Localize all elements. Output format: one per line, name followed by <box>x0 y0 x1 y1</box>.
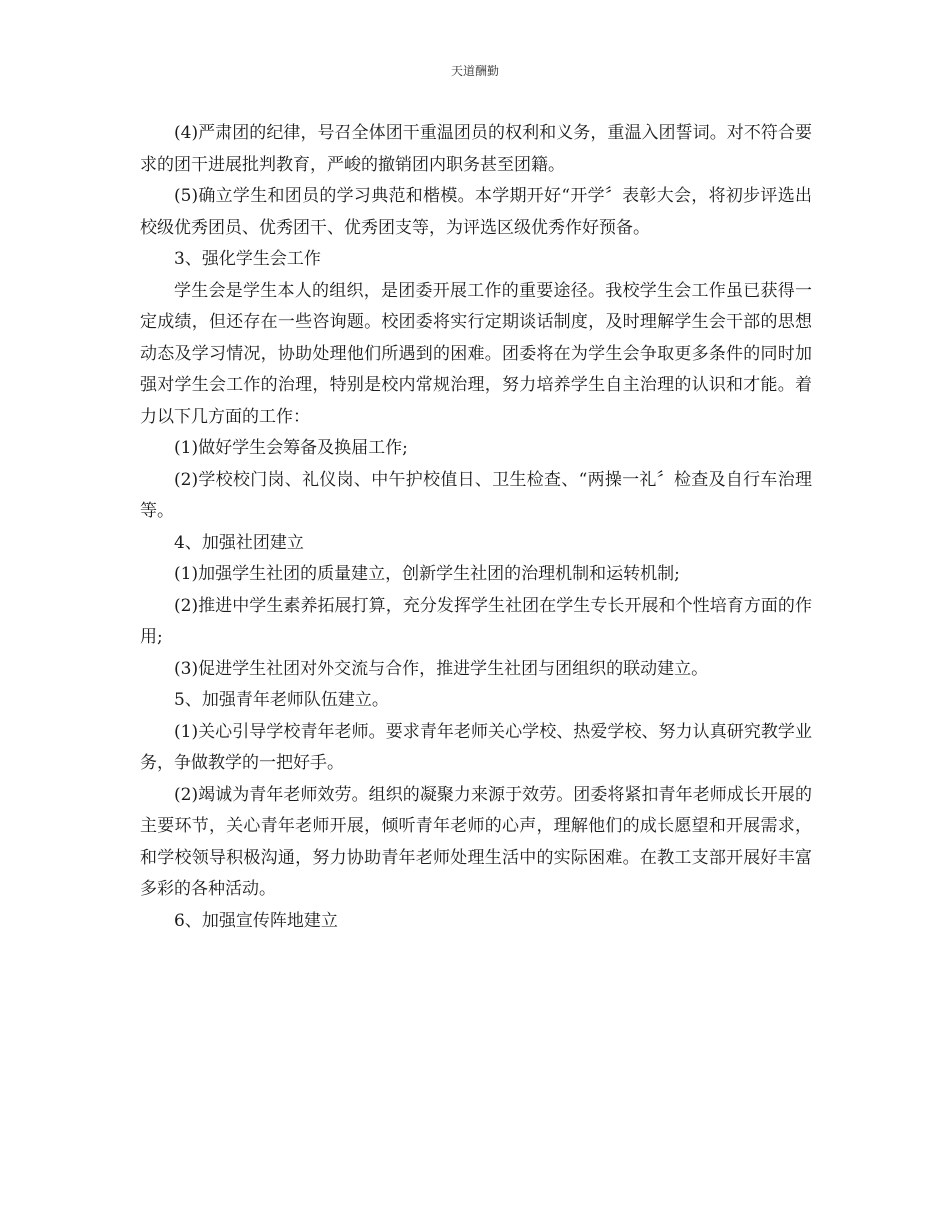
list-item: (3)促进学生社团对外交流与合作，推进学生社团与团组织的联动建立。 <box>174 658 709 679</box>
paragraph: (5)确立学生和团员的学习典范和楷模。本学期开好“开学〞表彰大会，将初步评选出校级优秀团员、优秀团干、优秀团支等，为评选区级优秀作好预备。 <box>140 186 812 238</box>
list-item: (2)学校校门岗、礼仪岗、中午护校值日、卫生检查、“两操一礼〞检查及自行车治理等。 <box>140 469 812 521</box>
section-heading: 4、加强社团建立 <box>174 532 304 553</box>
list-item: (1)做好学生会筹备及换届工作; <box>174 438 408 458</box>
document-body <box>140 118 812 937</box>
section-heading: 6、加强宣传阵地建立 <box>174 910 338 931</box>
paragraph: (4)严肃团的纪律，号召全体团干重温团员的权利和义务，重温入团誓词。对不符合要求的团干进展批判教育，严峻的撤销团内职务甚至团籍。 <box>140 123 812 175</box>
list-item: (2)推进中学生素养拓展打算，充分发挥学生社团在学生专长开展和个性培育方面的作用; <box>140 595 812 647</box>
list-item: (1)加强学生社团的质量建立，创新学生社团的治理机制和运转机制; <box>174 564 680 584</box>
section-heading: 3、强化学生会工作 <box>174 249 321 269</box>
section-heading: 5、加强青年老师队伍建立。 <box>174 690 389 710</box>
list-item: (2)竭诚为青年老师效劳。组织的凝聚力来源于效劳。团委将紧扣青年老师成长开展的主要环节，关心青年老师开展，倾听青年老师的心声，理解他们的成长愿望和开展需求，和学校领导积极沟通，努力协助青年老师处理生活中的实际困难。在教工支部开展好丰富多彩的各种活动。 <box>140 784 812 899</box>
page-header: 天道酬勤 <box>450 64 499 78</box>
list-item: (1)关心引导学校青年老师。要求青年老师关心学校、热爱学校、努力认真研究教学业务，争做教学的一把好手。 <box>140 721 812 773</box>
paragraph: 学生会是学生本人的组织，是团委开展工作的重要途径。我校学生会工作虽已获得一定成绩，但还存在一些咨询题。校团委将实行定期谈话制度，及时理解学生会干部的思想动态及学习情况，协助处理他们所遇到的困难。团委将在为学生会争取更多条件的同时加强对学生会工作的治理，特别是校内常规治理，努力培养学生自主治理的认识和才能。着力以下几方面的工作： <box>140 280 812 427</box>
